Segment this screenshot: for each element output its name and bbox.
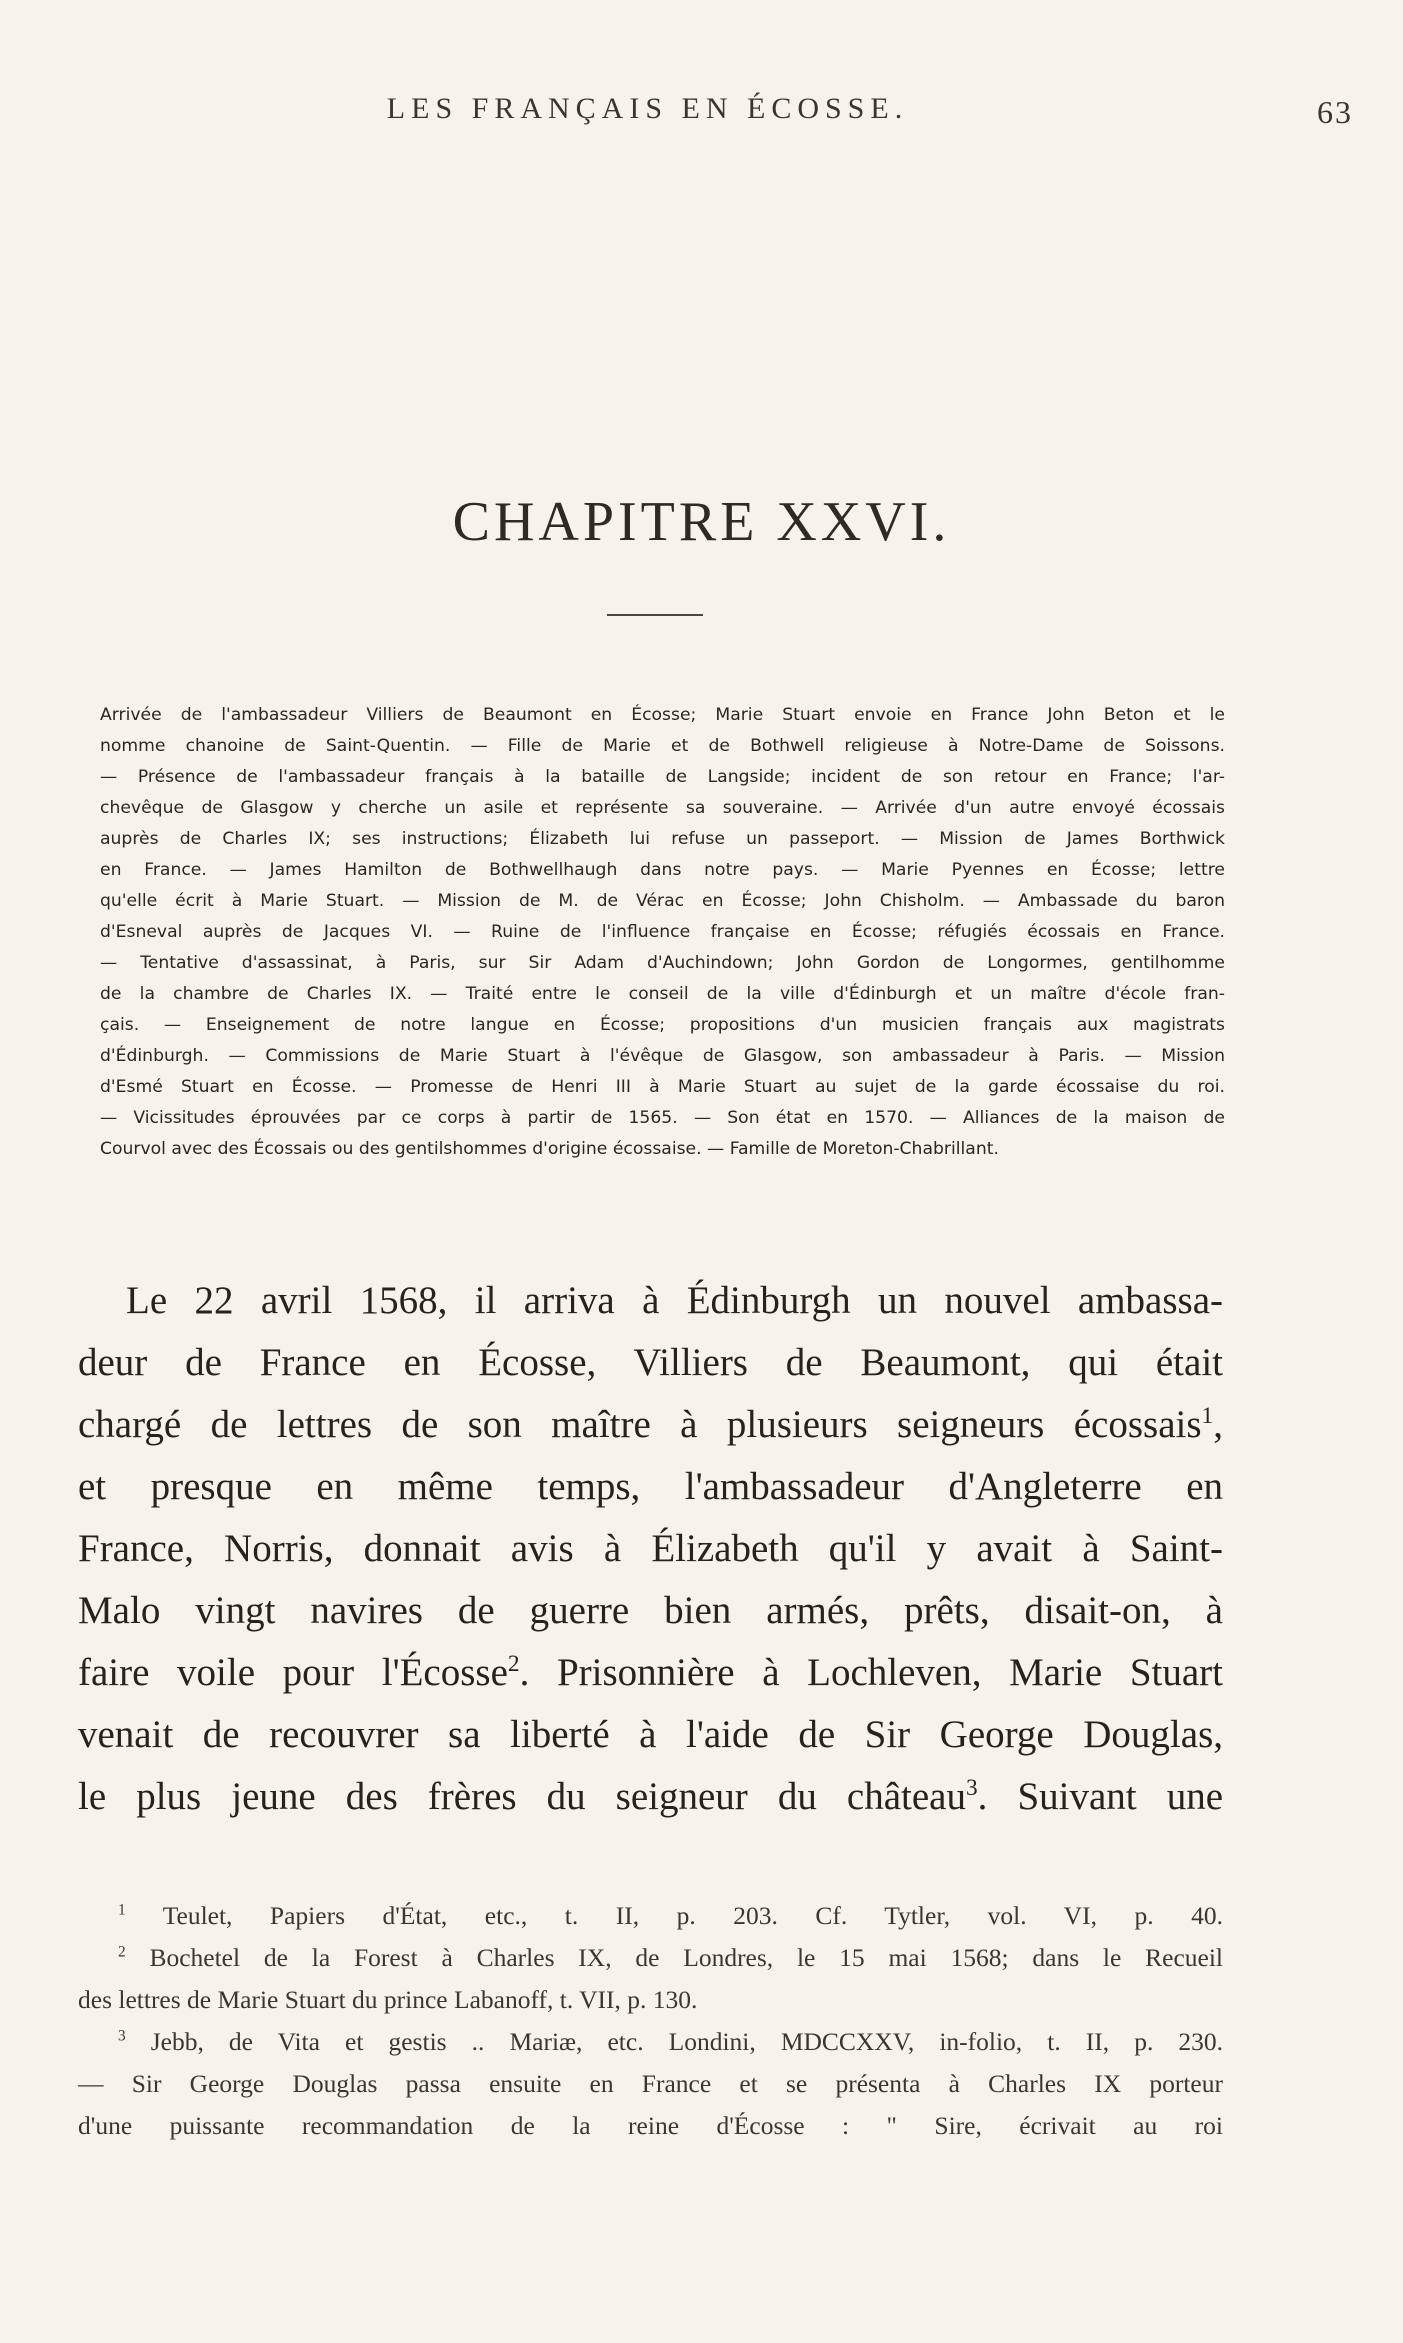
body-line-text: venait de recouvrer sa liberté à l'aide de Sir George Douglas, <box>78 1713 1223 1756</box>
body-line <box>78 1766 1223 1828</box>
body-line-text: chargé de lettres de son maître à plusieurs seigneurs écossais <box>78 1403 1202 1446</box>
summary-line: çais. — Enseignement de notre langue en Écosse; propositions d'un musicien français aux magistrats <box>100 1015 1225 1035</box>
footnote-ref[interactable]: 1 <box>1201 1403 1214 1429</box>
footnote-line <box>78 2021 1223 2063</box>
body-line <box>78 1456 1223 1518</box>
summary-line: Courvol avec des Écossais ou des gentilshommes d'origine écossaise. — Famille de Moreton-Chabrillant. <box>100 1139 999 1159</box>
footnote-mark: 1 <box>118 1901 126 1919</box>
footnote-ref[interactable]: 3 <box>965 1775 978 1801</box>
running-title: LES FRANÇAIS EN ÉCOSSE. <box>386 92 909 125</box>
footnote-text: Jebb, de Vita et gestis .. Mariæ, etc. Londini, MDCCXXV, in-folio, t. II, p. 230. <box>150 2027 1223 2056</box>
summary-line: nomme chanoine de Saint-Quentin. — Fille de Marie et de Bothwell religieuse à Notre-Dame de Soissons. <box>100 736 1225 756</box>
footnote-ref[interactable]: 2 <box>507 1651 520 1677</box>
body-line-text: Malo vingt navires de guerre bien armés, prêts, disait-on, à <box>78 1589 1223 1632</box>
body-line-text: . Suivant une <box>977 1775 1223 1818</box>
body-line <box>78 1394 1223 1456</box>
body-line-text: et presque en même temps, l'ambassadeur d'Angleterre en <box>78 1465 1223 1508</box>
body-line <box>78 1580 1223 1642</box>
body-line <box>78 1270 1223 1332</box>
body-line <box>78 1704 1223 1766</box>
summary-line: — Tentative d'assassinat, à Paris, sur Sir Adam d'Auchindown; John Gordon de Longormes, gentilhomme <box>100 953 1225 973</box>
footnote-line <box>78 1895 1223 1937</box>
body-paragraph <box>78 1270 1223 1828</box>
chapter-title: CHAPITRE XXVI. <box>452 491 951 553</box>
page-number: 63 <box>1317 94 1353 130</box>
body-line-text: Le 22 avril 1568, il arriva à Édinburgh un nouvel ambassa- <box>126 1279 1223 1322</box>
summary-line: qu'elle écrit à Marie Stuart. — Mission de M. de Vérac en Écosse; John Chisholm. — Ambassade du baron <box>100 891 1225 911</box>
footnote-mark: 3 <box>118 2027 126 2045</box>
body-line-text: le plus jeune des frères du seigneur du château <box>78 1775 966 1818</box>
footnote-text: — Sir George Douglas passa ensuite en France et se présenta à Charles IX porteur <box>78 2069 1223 2098</box>
summary-line: d'Édinburgh. — Commissions de Marie Stuart à l'évêque de Glasgow, son ambassadeur à Paris. — Mission <box>100 1046 1225 1066</box>
summary-line: d'Esneval auprès de Jacques VI. — Ruine de l'influence française en Écosse; réfugiés écossais en France. <box>100 922 1225 942</box>
footnotes <box>78 1895 1223 2147</box>
body-line <box>78 1642 1223 1704</box>
body-line-text: France, Norris, donnait avis à Élizabeth qu'il y avait à Saint- <box>78 1527 1223 1570</box>
body-line-text: faire voile pour l'Écosse <box>78 1651 508 1694</box>
summary-line: Arrivée de l'ambassadeur Villiers de Beaumont en Écosse; Marie Stuart envoie en France John Beton et le <box>100 705 1225 725</box>
footnote-line <box>78 2105 1223 2147</box>
footnote-text: Bochetel de la Forest à Charles IX, de Londres, le 15 mai 1568; dans le Recueil <box>149 1943 1223 1972</box>
footnote-mark: 2 <box>118 1943 126 1961</box>
footnote-line <box>78 2063 1223 2105</box>
title-rule <box>607 614 703 616</box>
body-line-text: , <box>1213 1403 1223 1446</box>
summary-line: chevêque de Glasgow y cherche un asile et représente sa souveraine. — Arrivée d'un autre envoyé écossais <box>100 798 1225 818</box>
body-line <box>78 1518 1223 1580</box>
footnote-text: d'une puissante recommandation de la reine d'Écosse : " Sire, écrivait au roi <box>78 2111 1223 2140</box>
footnote-text: des lettres de Marie Stuart du prince Labanoff, t. VII, p. 130. <box>78 1985 698 2014</box>
footnote-line <box>78 1937 1223 1979</box>
body-line <box>78 1332 1223 1394</box>
running-header <box>72 92 1353 132</box>
summary-line: — Présence de l'ambassadeur français à la bataille de Langside; incident de son retour en France; l'ar- <box>100 767 1225 787</box>
summary-line: d'Esmé Stuart en Écosse. — Promesse de Henri III à Marie Stuart au sujet de la garde écossaise du roi. <box>100 1077 1225 1097</box>
chapter-summary <box>100 700 1225 1165</box>
summary-line: de la chambre de Charles IX. — Traité entre le conseil de la ville d'Édinburgh et un maître d'école fran- <box>100 984 1225 1004</box>
body-line-text: . Prisonnière à Lochleven, Marie Stuart <box>519 1651 1223 1694</box>
summary-line: — Vicissitudes éprouvées par ce corps à partir de 1565. — Son état en 1570. — Alliances de la maison de <box>100 1108 1225 1128</box>
body-line-text: deur de France en Écosse, Villiers de Beaumont, qui était <box>78 1341 1223 1384</box>
summary-line: auprès de Charles IX; ses instructions; Élizabeth lui refuse un passeport. — Mission de James Borthwick <box>100 829 1225 849</box>
footnote-text: Teulet, Papiers d'État, etc., t. II, p. 203. Cf. Tytler, vol. VI, p. 40. <box>162 1901 1223 1930</box>
summary-line: en France. — James Hamilton de Bothwellhaugh dans notre pays. — Marie Pyennes en Écosse; lettre <box>100 860 1225 880</box>
footnote-line <box>78 1979 1223 2021</box>
